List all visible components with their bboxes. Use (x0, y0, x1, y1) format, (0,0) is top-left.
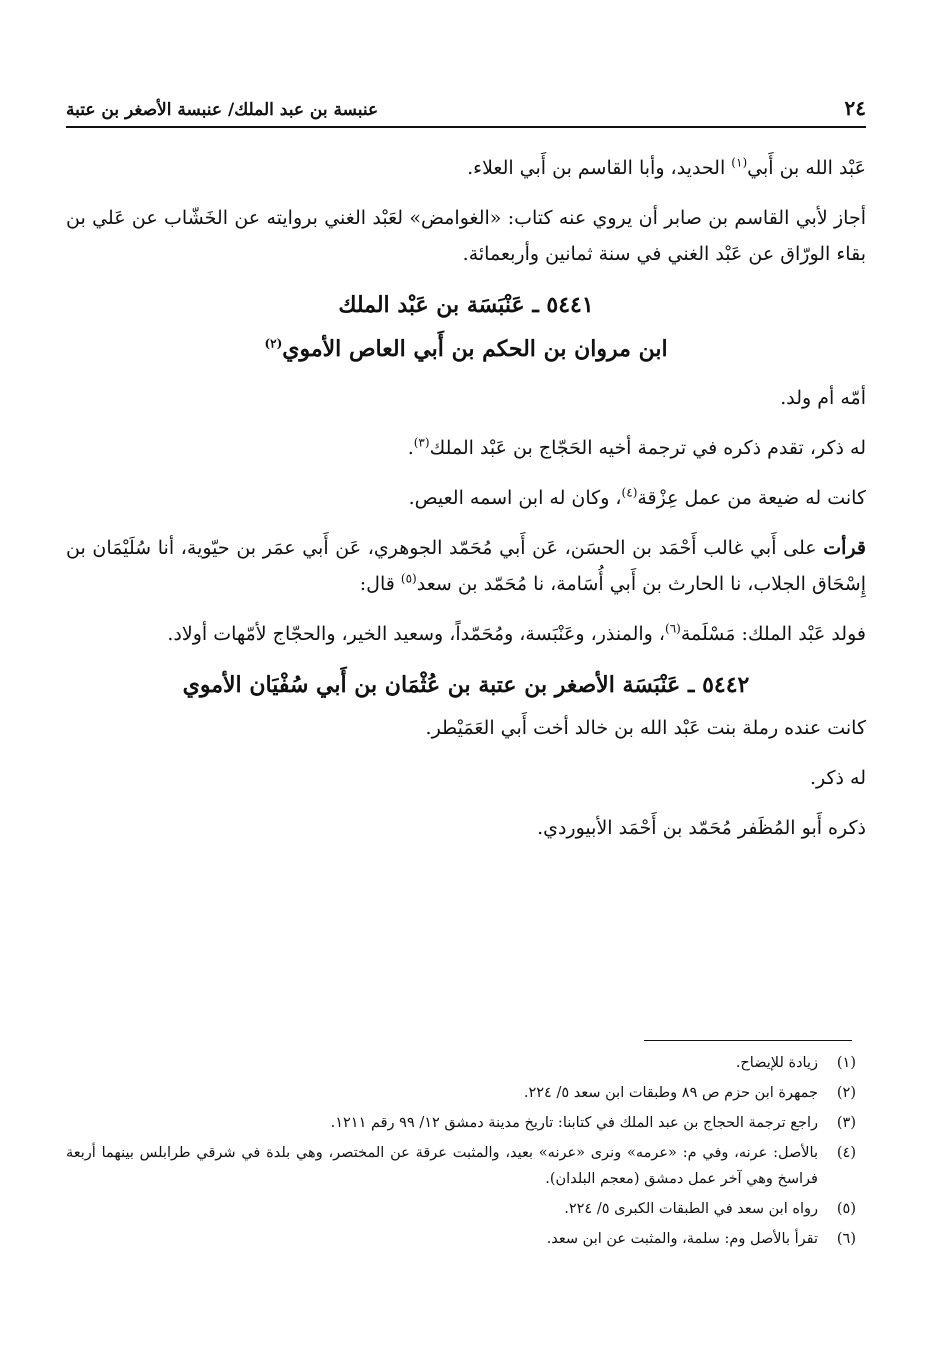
paragraph: أجاز لأبي القاسم بن صابر أن يروي عنه كتاب: «الغوامض» لعَبْد الغني بروايته عن الخَشّاب عن عَلي بن بقاء الورّاق عن عَبْد الغني في سنة ثمانين وأربعمائة. (66, 207, 866, 265)
text-run: فولد عَبْد الملك: مَسْلَمة (680, 623, 866, 645)
footnote-ref: (٤) (621, 485, 638, 500)
footnote-ref: (٥) (400, 571, 417, 586)
footnote-text: زيادة للإيضاح. (735, 1055, 818, 1071)
text-run: ، وكان له ابن اسمه العيص. (408, 487, 622, 509)
paragraph: له ذكر. (809, 767, 866, 789)
footnote-text: بالأصل: عرنه، وفي م: «عرمه» ونرى «عرنه» بعيد، والمثبت عرقة عن المختصر، وهي بلدة في شرقي طرابلس بينهما أربعة فراسخ وهي آخر عمل دمشق (معجم البلدان). (66, 1145, 818, 1187)
footnote (66, 1080, 856, 1106)
footnote (66, 1196, 856, 1222)
text-run: ، والمنذر، وعَنْبَسة، ومُحَمّداً، وسعيد الخير، والحجّاج لأمّهات أولاد. (167, 623, 665, 645)
lead-word: قرأت (823, 537, 866, 559)
paragraph (66, 530, 866, 602)
footnote-divider (644, 1040, 852, 1041)
footnote-number: (٤) (836, 1145, 856, 1161)
footnote-number: (٦) (836, 1231, 856, 1247)
footnote (66, 1110, 856, 1136)
paragraph: ذكره أَبو المُظَفر مُحَمّد بن أَحْمَد الأبيوردي. (537, 817, 866, 839)
footnote-ref: (٦) (665, 621, 681, 636)
footnote (66, 1226, 856, 1252)
footnotes (66, 1050, 856, 1256)
entry-title: ٥٤٤٢ ـ عَنْبَسَة الأصغر بن عتبة بن عُثْمَان بن أَبي سُفْيَان الأموي (182, 672, 750, 698)
paragraph (66, 616, 866, 652)
text-run: كانت له ضيعة من عمل عِزْقة (637, 487, 866, 509)
footnote-number: (١) (836, 1055, 856, 1071)
footnote-number: (٢) (836, 1085, 856, 1101)
footnote-text: رواه ابن سعد في الطبقات الكبرى ٥/ ٢٢٤. (564, 1201, 818, 1217)
text-run: له ذكر، تقدم ذكره في ترجمة أخيه الحَجّاج بن عَبْد الملك (429, 437, 866, 459)
main-text (66, 150, 866, 860)
paragraph (66, 430, 866, 466)
text-run: . (407, 437, 414, 459)
page-header (66, 86, 866, 128)
paragraph: كانت عنده رملة بنت عَبْد الله بن خالد أخت أَبي العَمَيْطر. (425, 717, 866, 739)
footnote-number: (٣) (836, 1115, 856, 1131)
page-number: ٢٤ (844, 96, 866, 120)
footnote-ref: (٣) (413, 435, 430, 450)
text-run: قال: (359, 573, 401, 595)
footnote-ref: (٢) (264, 336, 283, 351)
paragraph (66, 150, 866, 186)
text-run: الحديد، وأبا القاسم بن أَبي العلاء. (467, 157, 732, 179)
text-run: ابن مروان بن الحكم بن أَبي العاص الأموي (282, 336, 668, 362)
paragraph: أمّه أم ولد. (780, 387, 866, 409)
footnote-text: جمهرة ابن حزم ص ٨٩ وطبقات ابن سعد ٥/ ٢٢٤. (523, 1085, 818, 1101)
paragraph (66, 480, 866, 516)
footnote-text: راجع ترجمة الحجاج بن عبد الملك في كتابنا: تاريخ مدينة دمشق ١٢/ ٩٩ رقم ١٢١١. (330, 1115, 818, 1131)
footnote (66, 1050, 856, 1076)
footnote-ref: (١) (731, 155, 748, 170)
entry-title: ٥٤٤١ ـ عَنْبَسَة بن عَبْد الملك (338, 292, 594, 318)
entry-subtitle (66, 330, 866, 368)
footnote-number: (٥) (836, 1201, 856, 1217)
running-title: عنبسة بن عبد الملك/ عنبسة الأصغر بن عتبة (66, 100, 379, 120)
text-run: على أَبي غالب أَحْمَد بن الحسَن، عَن أَبي مُحَمّد الجوهري، عَن أَبي عمَر بن حيّوية، أنا سُلَيْمَان بن إِسْحَاق الجلاب، نا الحارث بن أَبي أُسَامة، نا مُحَمّد بن سعد (66, 537, 866, 595)
text-run: عَبْد الله بن أَبي (747, 157, 866, 179)
footnote (66, 1140, 856, 1192)
footnote-text: تقرأ بالأصل وم: سلمة، والمثبت عن ابن سعد. (546, 1231, 818, 1247)
